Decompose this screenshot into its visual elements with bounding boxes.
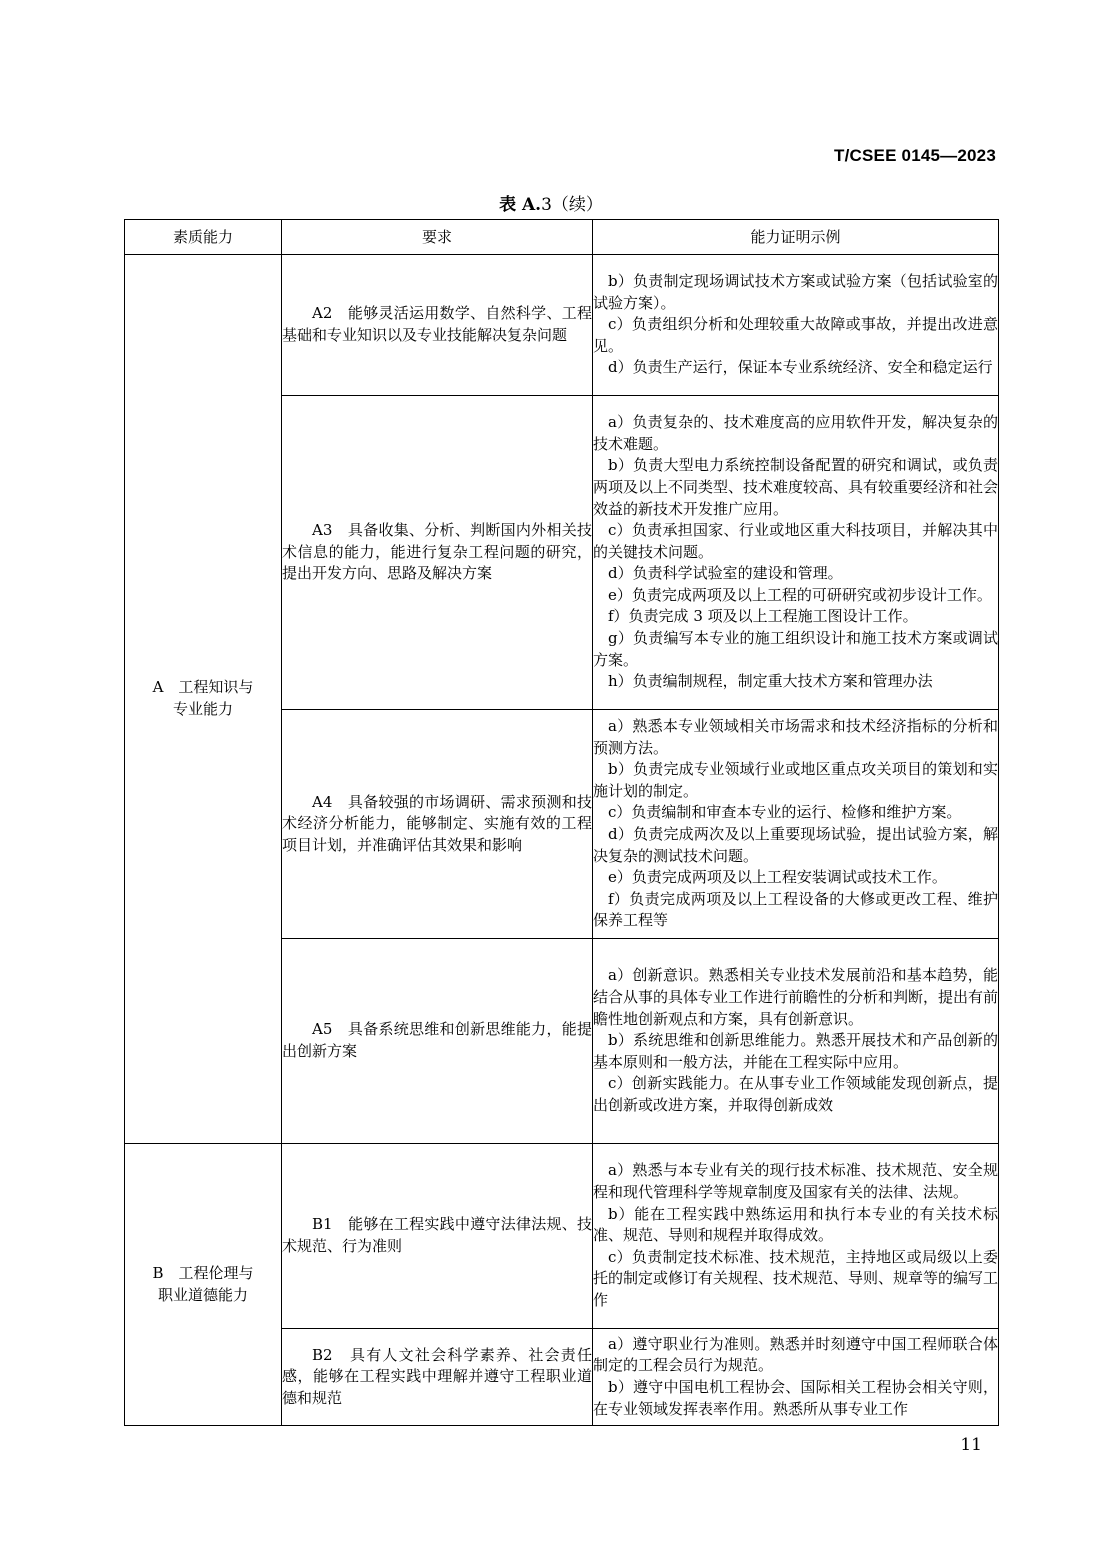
category-label: B 工程伦理与 xyxy=(152,1263,254,1282)
evidence-item: f）负责完成两项及以上工程设备的大修或更改工程、维护保养工程等 xyxy=(593,889,998,930)
evidence-cell xyxy=(593,939,999,1144)
table-row xyxy=(125,1144,999,1329)
category-label: 专业能力 xyxy=(172,700,233,718)
evidence-cell xyxy=(593,396,999,710)
requirement-cell xyxy=(282,255,593,396)
evidence-item: b）遵守中国电机工程协会、国际相关工程协会相关守则，在专业领域发挥表率作用。熟悉所从事专业工作 xyxy=(593,1378,998,1418)
requirement-text: A2 能够灵活运用数学、自然科学、工程基础和专业知识以及专业技能解决复杂问题 xyxy=(282,304,592,344)
evidence-item: d）负责科学试验室的建设和管理。 xyxy=(608,564,843,583)
table-title-label: 表 A. xyxy=(499,195,542,215)
requirement-cell xyxy=(282,939,593,1144)
evidence-item: b）系统思维和创新思维能力。熟悉开展技术和产品创新的基本原则和一般方法，并能在工程实际中应用。 xyxy=(593,1031,998,1071)
requirement-cell xyxy=(282,1329,593,1426)
requirement-text: A4 具备较强的市场调研、需求预测和技术经济分析能力，能够制定、实施有效的工程项目计划，并准确评估其效果和影响 xyxy=(282,792,592,854)
table-title xyxy=(0,190,1102,215)
evidence-item: b）负责完成专业领域行业或地区重点攻关项目的策划和实施计划的制定。 xyxy=(593,760,998,800)
requirement-cell xyxy=(282,710,593,939)
column-header-requirement: 要求 xyxy=(282,220,593,255)
page-number: 11 xyxy=(960,1435,982,1455)
evidence-cell xyxy=(593,255,999,396)
evidence-item: b）负责制定现场调试技术方案或试验方案（包括试验室的试验方案）。 xyxy=(593,272,998,312)
evidence-item: g）负责编写本专业的施工组织设计和施工技术方案或调试方案。 xyxy=(593,629,998,669)
evidence-item: d）负责完成两次及以上重要现场试验，提出试验方案，解决复杂的测试技术问题。 xyxy=(593,825,998,865)
evidence-item: a）熟悉与本专业有关的现行技术标准、技术规范、安全规程和现代管理科学等规章制度及国家有关的法律、法规。 xyxy=(593,1161,998,1202)
evidence-cell xyxy=(593,1329,999,1426)
evidence-item: c）创新实践能力。在从事专业工作领域能发现创新点，提出创新或改进方案，并取得创新成效 xyxy=(593,1074,998,1114)
requirement-text: A5 具备系统思维和创新思维能力，能提出创新方案 xyxy=(282,1020,592,1060)
evidence-item: c）负责制定技术标准、技术规范，主持地区或局级以上委托的制定或修订有关规程、技术规范、导则、规章等的编写工作 xyxy=(593,1247,999,1309)
requirement-cell xyxy=(282,1144,593,1329)
table-row xyxy=(125,255,999,396)
category-label: A 工程知识与 xyxy=(152,678,254,697)
evidence-cell xyxy=(593,710,999,939)
evidence-item: a）创新意识。熟悉相关专业技术发展前沿和基本趋势，能结合从事的具体专业工作进行前瞻性的分析和判断，提出有前瞻性地创新观点和方案，具有创新意识。 xyxy=(593,966,999,1028)
evidence-item: f）负责完成 3 项及以上工程施工图设计工作。 xyxy=(608,607,918,626)
evidence-item: d）负责生产运行，保证本专业系统经济、安全和稳定运行 xyxy=(608,358,993,377)
requirement-text: B1 能够在工程实践中遵守法律法规、技术规范、行为准则 xyxy=(282,1215,592,1255)
category-cell-b xyxy=(125,1144,282,1426)
evidence-cell xyxy=(593,1144,999,1329)
evidence-item: c）负责承担国家、行业或地区重大科技项目，并解决其中的关键技术问题。 xyxy=(593,521,998,561)
requirement-cell xyxy=(282,396,593,710)
table-header-row xyxy=(125,220,999,255)
category-cell-a xyxy=(125,255,282,1144)
column-header-evidence: 能力证明示例 xyxy=(593,220,999,255)
category-label: 职业道德能力 xyxy=(157,1285,248,1304)
column-header-ability: 素质能力 xyxy=(125,220,282,255)
evidence-item: b）负责大型电力系统控制设备配置的研究和调试，或负责两项及以上不同类型、技术难度较高、具有较重要经济和社会效益的新技术开发推广应用。 xyxy=(593,456,999,518)
requirement-text: A3 具备收集、分析、判断国内外相关技术信息的能力，能进行复杂工程问题的研究，提出开发方向、思路及解决方案 xyxy=(282,521,592,583)
evidence-item: h）负责编制规程，制定重大技术方案和管理办法 xyxy=(608,672,933,691)
standard-number: T/CSEE 0145—2023 xyxy=(834,146,996,165)
evidence-item: a）遵守职业行为准则。熟悉并时刻遵守中国工程师联合体制定的工程会员行为规范。 xyxy=(593,1334,998,1375)
requirements-table xyxy=(124,219,999,1426)
evidence-item: c）负责组织分析和处理较重大故障或事故，并提出改进意见。 xyxy=(593,315,998,355)
evidence-item: a）负责复杂的、技术难度高的应用软件开发，解决复杂的技术难题。 xyxy=(593,413,998,453)
requirement-text: B2 具有人文社会科学素养、社会责任感，能够在工程实践中理解并遵守工程职业道德和规范 xyxy=(282,1345,592,1407)
evidence-item: e）负责完成两项及以上工程的可研研究或初步设计工作。 xyxy=(608,585,992,604)
evidence-item: b）能在工程实践中熟练运用和执行本专业的有关技术标准、规范、导则和规程并取得成效。 xyxy=(593,1204,998,1245)
table-title-suffix: 3（续） xyxy=(541,195,603,215)
evidence-item: c）负责编制和审查本专业的运行、检修和维护方案。 xyxy=(608,803,962,822)
evidence-item: a）熟悉本专业领域相关市场需求和技术经济指标的分析和预测方法。 xyxy=(593,717,998,757)
evidence-item: e）负责完成两项及以上工程安装调试或技术工作。 xyxy=(608,868,947,887)
